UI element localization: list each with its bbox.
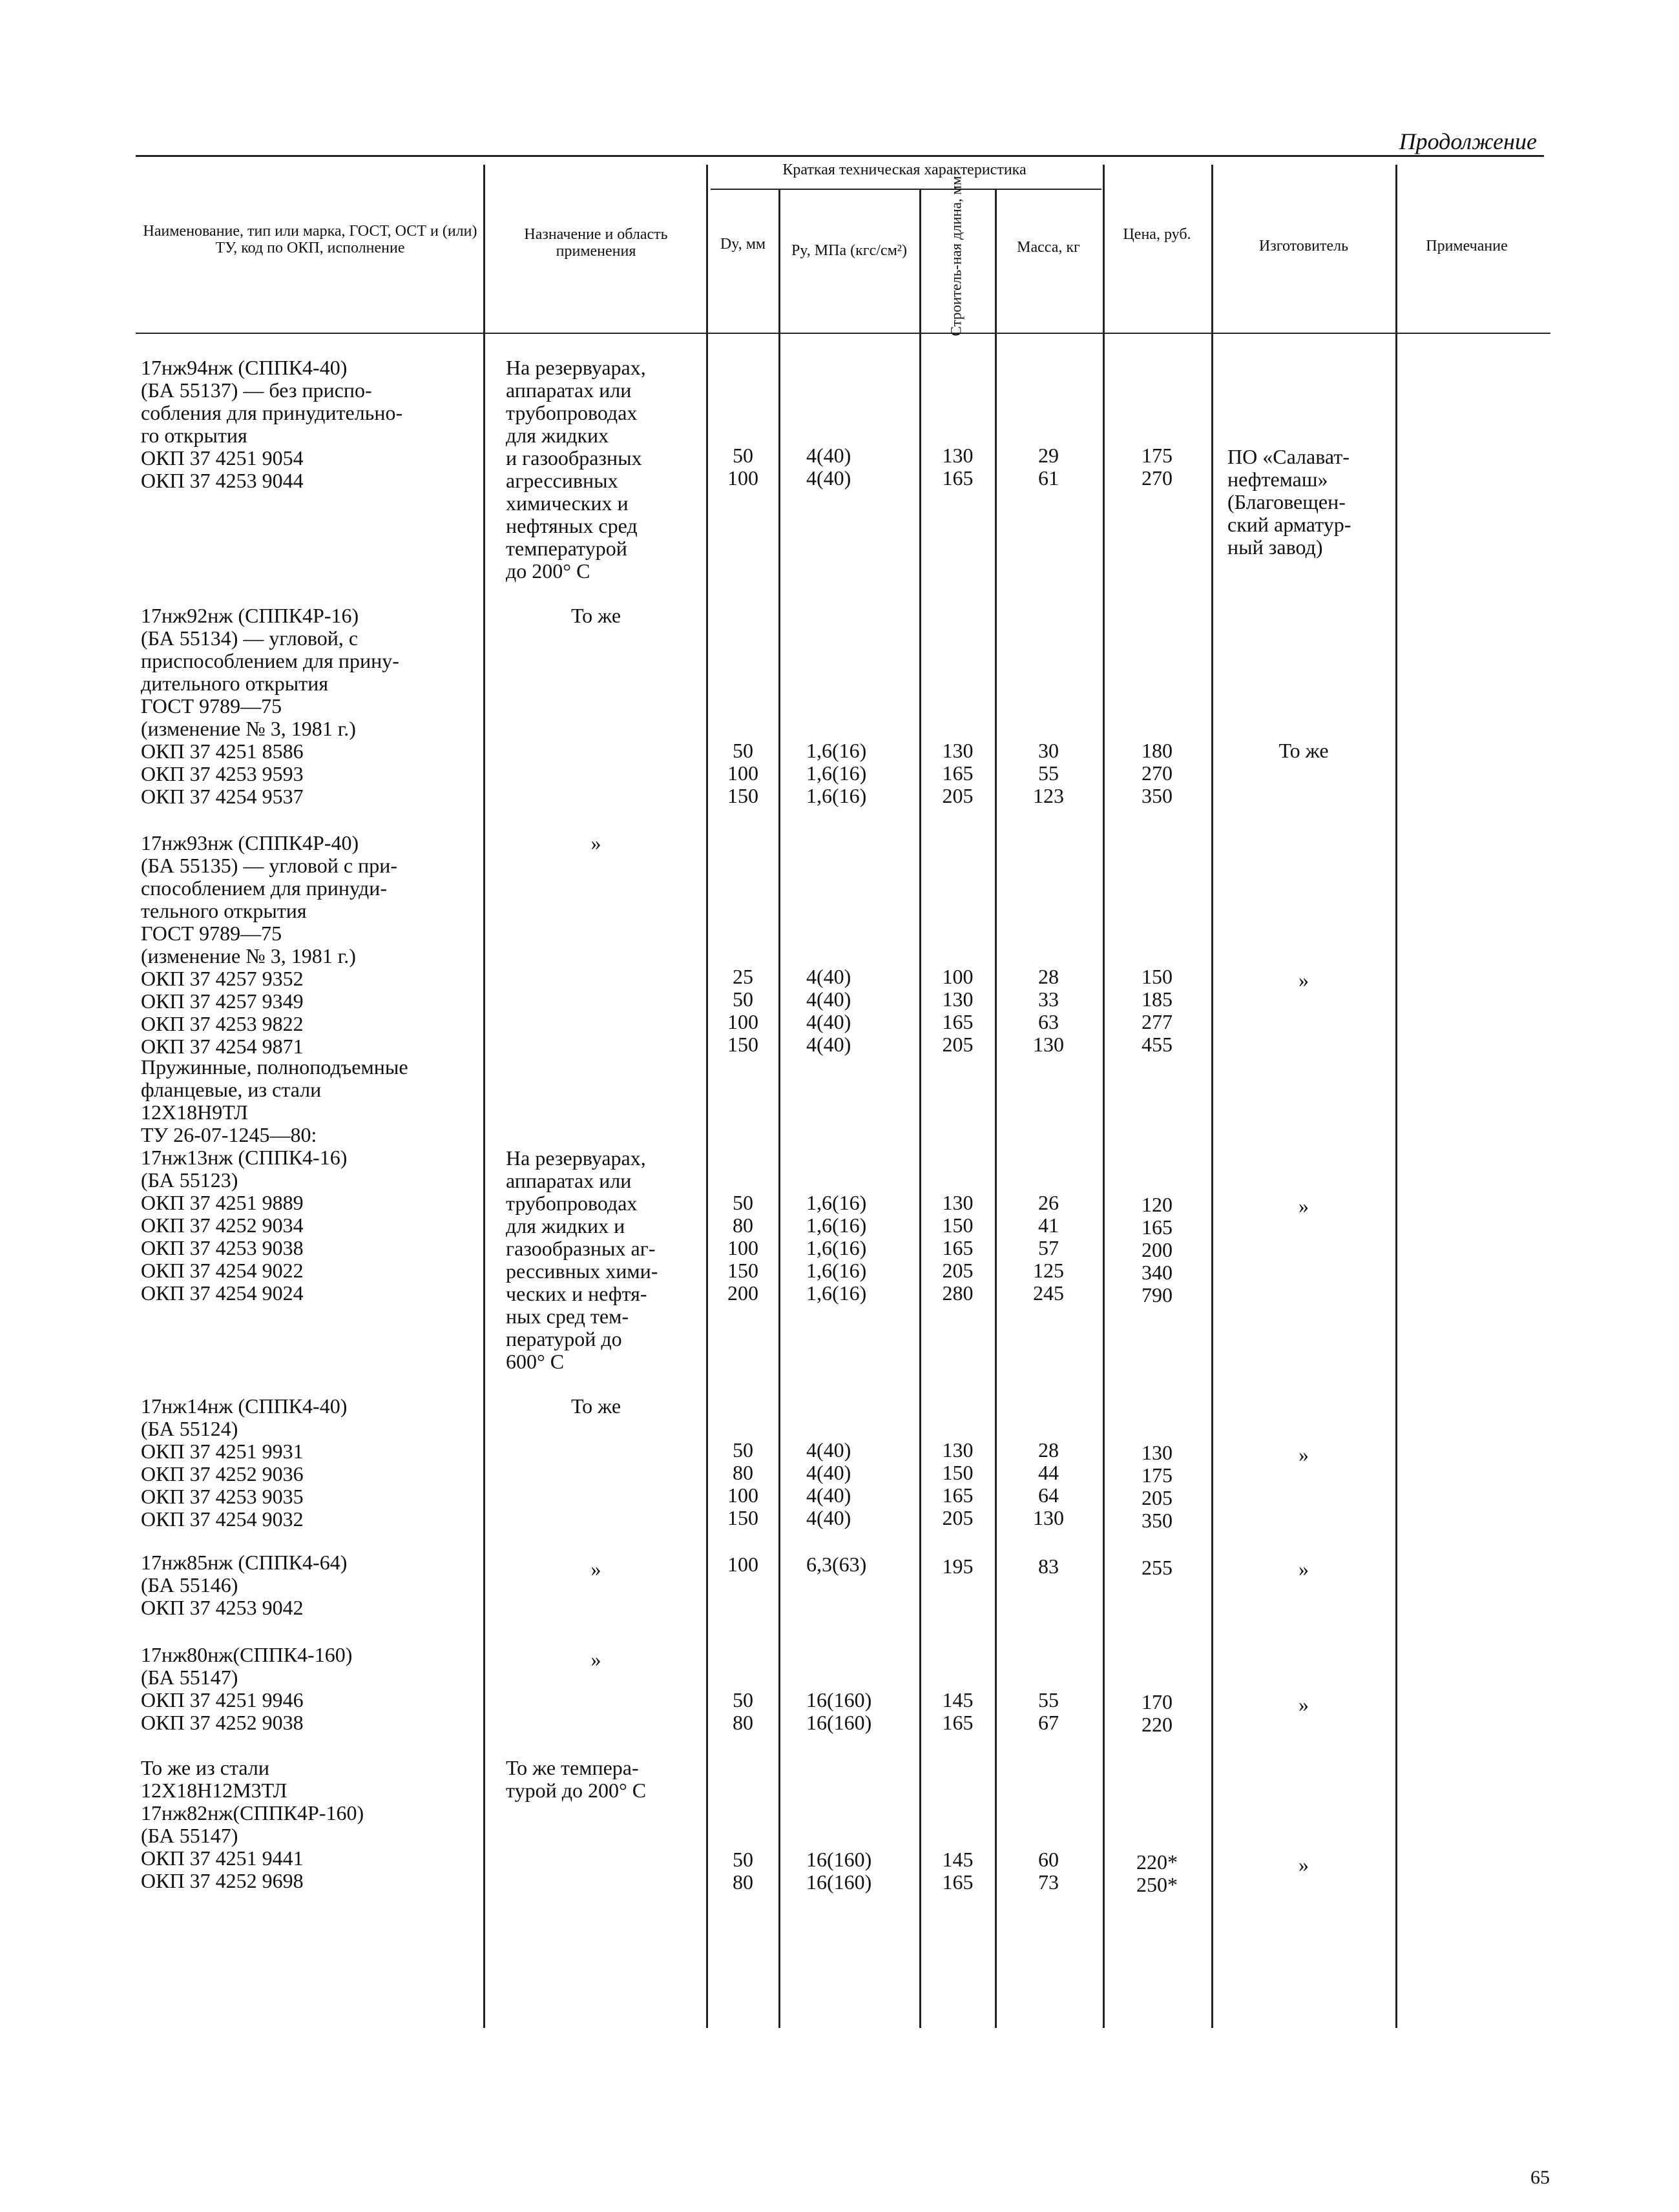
row-7-mass: 55 67 [1038,1688,1059,1734]
row-7-price: 170 220 [1142,1690,1173,1736]
row-5-length: 130 150 165 205 [942,1438,974,1529]
continuation-label: Продолжение [1399,129,1537,154]
row-7-purpose: » [590,1648,601,1671]
row-7-dy: 50 80 [733,1688,753,1734]
row-2-py: 1,6(16) 1,6(16) 1,6(16) [806,739,867,807]
col-divider-2 [706,165,708,2028]
row-6-name: 17нж85нж (СППК4-64) (БА 55146) ОКП 37 4253 9042 [141,1551,348,1619]
row-4-price: 120 165 200 340 790 [1142,1193,1173,1307]
row-5-maker: » [1298,1443,1309,1466]
row-3-dy: 25 50 100 150 [727,965,758,1056]
col-divider-6 [1103,165,1105,2028]
row-3-name: 17нж93нж (СППК4Р-40) (БА 55135) — угловой с при- способлением для принуди- тельного открытия ГОСТ 9789—75 (изменение № 3, 1981 г.) ОКП 37 4257 9352 ОКП 37 4257 9349 ОКП 37 4253 9822 ОКП 37 4254 9871 [141,831,397,1058]
row-6-mass: 83 [1038,1555,1059,1578]
row-5-name: 17нж14нж (СППК4-40) (БА 55124) ОКП 37 4251 9931 ОКП 37 4252 9036 ОКП 37 4253 9035 ОКП 37 4254 9032 [141,1394,348,1531]
row-8-name: То же из стали 12Х18Н12М3ТЛ 17нж82нж(СППК4Р-160) (БА 55147) ОКП 37 4251 9441 ОКП 37 4252 9698 [141,1756,364,1892]
header-purpose: Назначение и область применения [524,226,668,260]
row-1-price: 175 270 [1142,444,1173,490]
row-6-price: 255 [1142,1556,1173,1579]
row-8-py: 16(160) 16(160) [806,1848,872,1894]
row-8-maker: » [1298,1853,1309,1876]
row-6-dy: 100 [727,1553,758,1576]
row-3-maker: » [1298,968,1309,991]
row-4-maker: » [1298,1194,1309,1217]
header-bottom-rule [136,333,1550,334]
page-number: 65 [1530,2167,1550,2188]
row-8-mass: 60 73 [1038,1848,1059,1894]
row-5-purpose: То же [570,1394,621,1418]
row-4-purpose: На резервуарах, аппаратах или трубопроводах для жидких и газообразных аг- рессивных хими- ческих и нефтя- ных сред тем- пературой до 600° С [506,1146,658,1373]
row-3-mass: 28 33 63 130 [1033,965,1064,1056]
row-6-length: 195 [942,1555,974,1578]
row-5-py: 4(40) 4(40) 4(40) 4(40) [806,1438,851,1529]
row-1-name: 17нж94нж (СППК4-40) (БА 55137) — без приспо- собления для принудительно- го открытия ОКП 37 4251 9054 ОКП 37 4253 9044 [141,356,403,492]
row-1-mass: 29 61 [1038,444,1059,490]
row-3-length: 100 130 165 205 [942,965,974,1056]
row-7-maker: » [1298,1693,1309,1716]
row-7-length: 145 165 [942,1688,974,1734]
row-2-purpose: То же [570,604,621,627]
row-5-price: 130 175 205 350 [1142,1441,1173,1532]
row-4-py: 1,6(16) 1,6(16) 1,6(16) 1,6(16) 1,6(16) [806,1191,867,1305]
tech-group-rule [711,189,1101,190]
header-name: Наименование, тип или марка, ГОСТ, ОСТ и (или) ТУ, код по ОКП, исполнение [143,223,477,256]
row-1-dy: 50 100 [727,444,758,490]
row-4-dy: 50 80 100 150 200 [727,1191,758,1305]
header-maker: Изготовитель [1258,238,1349,254]
row-1-length: 130 165 [942,444,974,490]
row-8-length: 145 165 [942,1848,974,1894]
header-dy: Dy, мм [720,236,766,253]
header-length: Строитель-ная длина, мм [948,176,965,336]
row-5-mass: 28 44 64 130 [1033,1438,1064,1529]
row-7-py: 16(160) 16(160) [806,1688,872,1734]
row-3-price: 150 185 277 455 [1142,965,1173,1056]
row-4-mass: 26 41 57 125 245 [1033,1191,1064,1305]
row-3-py: 4(40) 4(40) 4(40) 4(40) [806,965,851,1056]
row-6-py: 6,3(63) [806,1553,867,1576]
row-8-dy: 50 80 [733,1848,753,1894]
col-divider-1 [483,165,485,2028]
row-1-purpose: На резервуарах, аппаратах или трубопроводах для жидких и газообразных агрессивных химических и нефтяных сред температурой до 200° С [506,356,646,583]
header-mass: Масса, кг [1017,239,1080,256]
row-1-maker: ПО «Салават- нефтемаш» (Благовещен- ский арматур- ный завод) [1227,445,1351,559]
row-6-maker: » [1298,1557,1309,1580]
header-py: Py, МПа (кгс/см²) [791,242,907,259]
row-2-length: 130 165 205 [942,739,974,807]
header-price: Цена, руб. [1123,226,1191,243]
col-divider-4 [919,189,921,2028]
col-divider-7 [1211,165,1213,2028]
header-note: Примечание [1426,238,1508,254]
row-4-length: 130 150 165 205 280 [942,1191,974,1305]
row-7-name: 17нж80нж(СППК4-160) (БА 55147) ОКП 37 4251 9946 ОКП 37 4252 9038 [141,1643,353,1734]
header-tech-group: Краткая техническая характеристика [782,161,1027,178]
row-2-mass: 30 55 123 [1033,739,1064,807]
row-8-purpose: То же темпера- турой до 200° С [506,1756,647,1802]
col-divider-5 [995,189,997,2028]
row-1-py: 4(40) 4(40) [806,444,851,490]
row-2-dy: 50 100 150 [727,739,758,807]
row-6-purpose: » [590,1557,601,1580]
col-divider-8 [1395,165,1397,2028]
row-2-price: 180 270 350 [1142,739,1173,807]
table-top-rule [136,155,1544,157]
row-4-name: Пружинные, полноподъемные фланцевые, из стали 12Х18Н9ТЛ ТУ 26-07-1245—80: 17нж13нж (СППК4-16) (БА 55123) ОКП 37 4251 9889 ОКП 37 4252 9034 ОКП 37 4253 9038 ОКП 37 4254 9022 ОКП 37 4254 9024 [141,1055,408,1305]
row-2-maker: То же [1278,739,1329,762]
row-2-name: 17нж92нж (СППК4Р-16) (БА 55134) — угловой, с приспособлением для прину- дительного открытия ГОСТ 9789—75 (изменение № 3, 1981 г.) ОКП 37 4251 8586 ОКП 37 4253 9593 ОКП 37 4254 9537 [141,604,399,808]
row-8-price: 220* 250* [1136,1850,1178,1896]
row-5-dy: 50 80 100 150 [727,1438,758,1529]
row-3-purpose: » [590,831,601,854]
col-divider-3 [778,189,780,2028]
